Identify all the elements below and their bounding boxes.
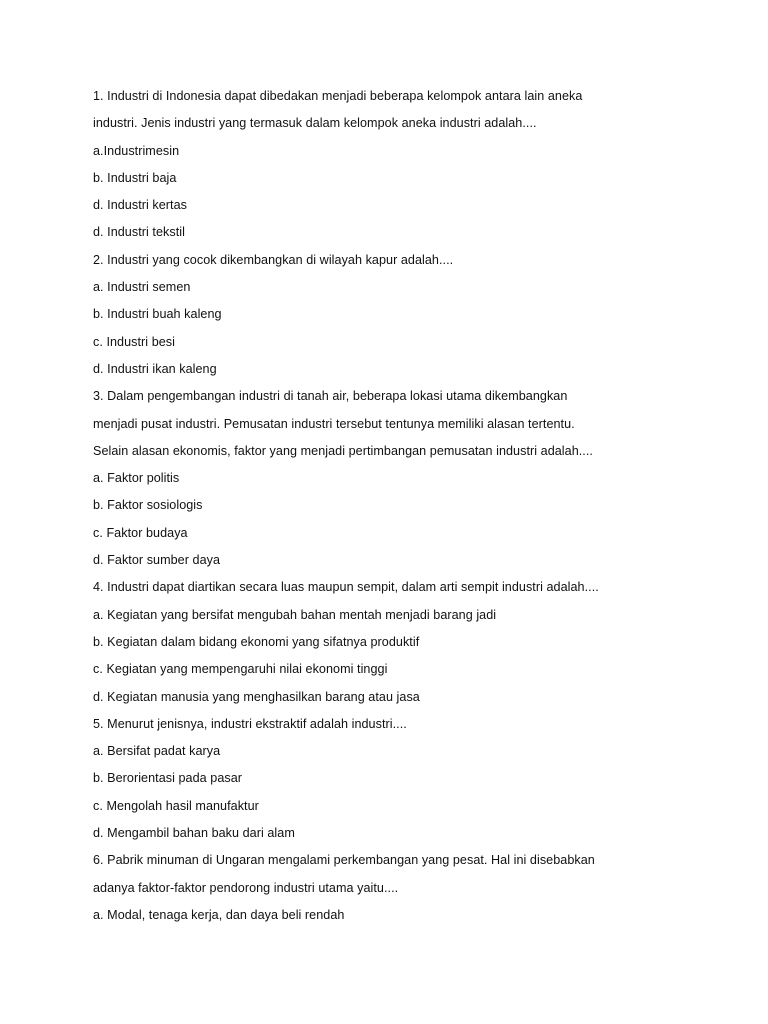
text-line: b. Kegiatan dalam bidang ekonomi yang sifatnya produktif	[93, 634, 420, 649]
text-line: Selain alasan ekonomis, faktor yang menjadi pertimbangan pemusatan industri adalah....	[93, 443, 593, 458]
text-line: a. Faktor politis	[93, 471, 180, 486]
text-line: 4. Industri dapat diartikan secara luas maupun sempit, dalam arti sempit industri adalah....	[93, 580, 599, 595]
text-line: d. Industri kertas	[93, 198, 187, 213]
text-line: a. Kegiatan yang bersifat mengubah bahan mentah menjadi barang jadi	[93, 607, 497, 622]
text-line: b. Faktor sosiologis	[93, 498, 203, 513]
text-line: d. Kegiatan manusia yang menghasilkan barang atau jasa	[93, 689, 420, 704]
text-line: d. Industri ikan kaleng	[93, 361, 217, 376]
text-line: 5. Menurut jenisnya, industri ekstraktif adalah industri....	[93, 716, 407, 731]
text-line: menjadi pusat industri. Pemusatan industri tersebut tentunya memiliki alasan tertentu.	[93, 416, 575, 431]
text-line: a. Modal, tenaga kerja, dan daya beli rendah	[93, 907, 345, 922]
text-line: industri. Jenis industri yang termasuk dalam kelompok aneka industri adalah....	[93, 116, 537, 131]
text-line: a. Industri semen	[93, 280, 191, 295]
text-line: d. Faktor sumber daya	[93, 553, 221, 568]
text-line: b. Industri baja	[93, 170, 177, 185]
text-line: d. Mengambil bahan baku dari alam	[93, 826, 295, 841]
text-line: b. Berorientasi pada pasar	[93, 771, 243, 786]
text-line: 2. Industri yang cocok dikembangkan di wilayah kapur adalah....	[93, 252, 454, 267]
text-line: c. Faktor budaya	[93, 525, 188, 540]
text-line: c. Industri besi	[93, 334, 175, 349]
text-line: d. Industri tekstil	[93, 225, 185, 240]
text-line: b. Industri buah kaleng	[93, 307, 222, 322]
text-line: 3. Dalam pengembangan industri di tanah air, beberapa lokasi utama dikembangkan	[93, 389, 568, 404]
text-line: 1. Industri di Indonesia dapat dibedakan menjadi beberapa kelompok antara lain aneka	[93, 89, 583, 103]
text-line: 6. Pabrik minuman di Ungaran mengalami perkembangan yang pesat. Hal ini disebabkan	[93, 853, 595, 868]
text-line: c. Mengolah hasil manufaktur	[93, 798, 259, 813]
text-line: a.Industrimesin	[93, 143, 180, 158]
document-text	[93, 86, 753, 932]
text-line: c. Kegiatan yang mempengaruhi nilai ekonomi tinggi	[93, 662, 388, 677]
text-line: a. Bersifat padat karya	[93, 744, 221, 759]
text-line: adanya faktor-faktor pendorong industri utama yaitu....	[93, 880, 399, 895]
